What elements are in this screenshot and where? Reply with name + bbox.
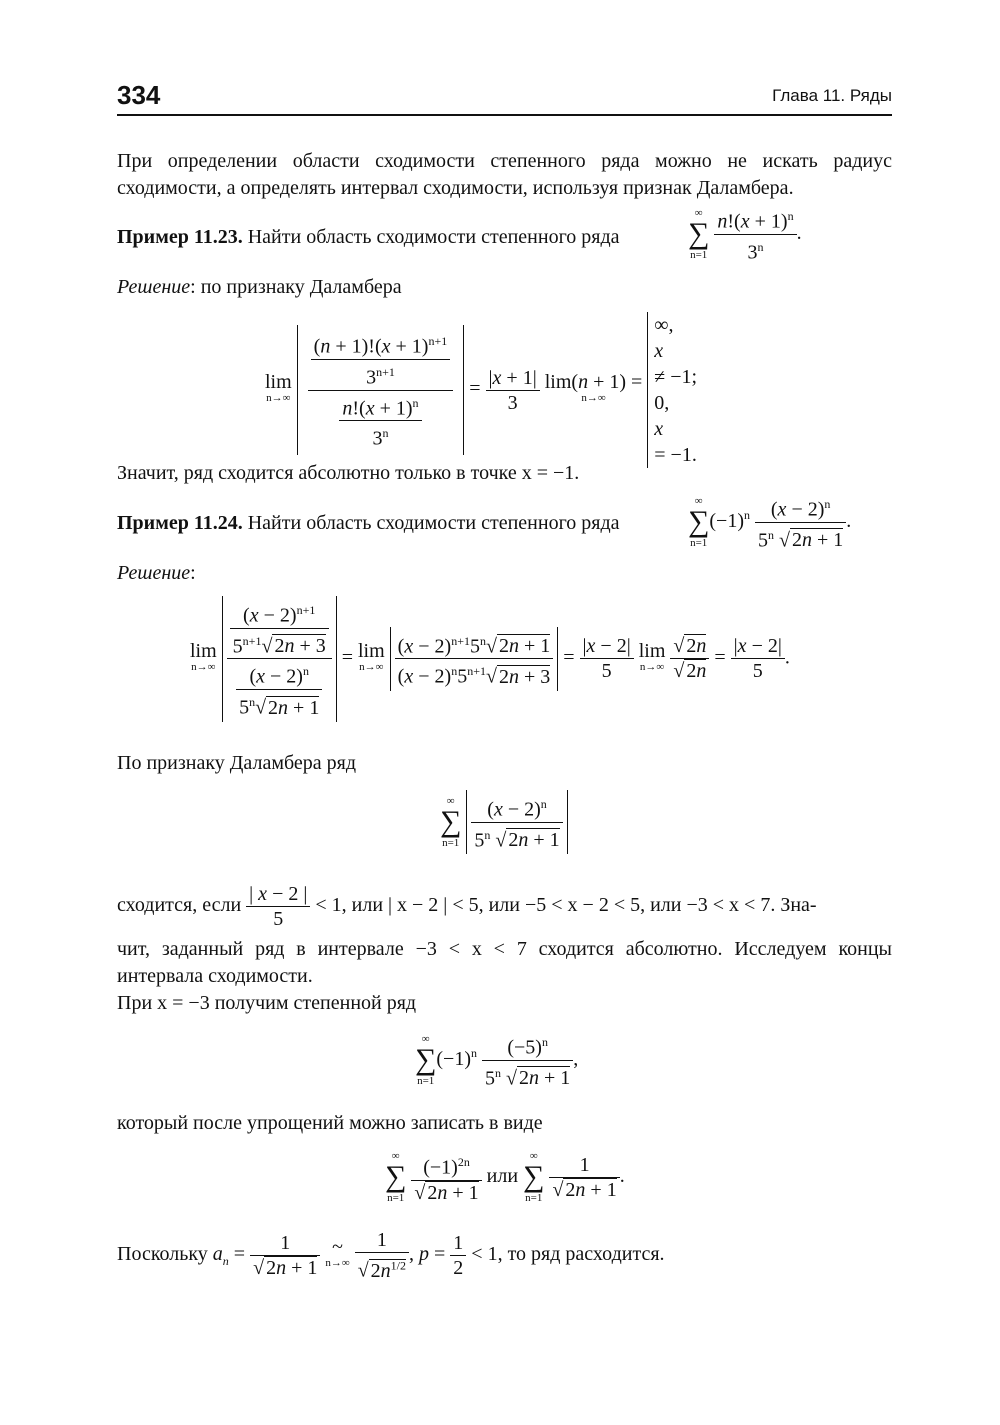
conclusion-23: Значит, ряд сходится абсолютно только в точке x = −1. (117, 462, 580, 484)
example-11-23 (117, 224, 620, 251)
solution-label: Решение (117, 562, 191, 584)
series-formula-23: ∞ ∑ n=1 $\frac{n!(x + 1)^n}{3^n}$ . (688, 204, 802, 264)
solution-label: Решение (117, 276, 191, 298)
page-number: 334 (117, 80, 161, 110)
series-formula-24: ∞ ∑ n=1 $(-1)^n$ $\frac{(x - 2)^n}{5^n √ 2n + 1}$ . (688, 492, 851, 552)
series-at-minus-3: ∞ ∑ n=1 $(-1)^n$ $\frac{(-5)^n}{5^n √ 2n + 1}$ , (415, 1030, 578, 1090)
intro-paragraph: При определении области сходимости степенного ряда можно не искать радиус сходимости, а определять интервал сходимости, используя признак Даламбера. (117, 150, 892, 199)
example-text: Найти область сходимости степенного ряда (247, 226, 620, 248)
example-label: Пример 11.24. (117, 512, 243, 534)
dalamber-line: По признаку Даламбера ряд (117, 752, 357, 774)
simplified-line: который после упрощений можно записать в виде (117, 1112, 543, 1134)
example-text: Найти область сходимости степенного ряда (247, 512, 620, 534)
header-rule (117, 114, 892, 116)
example-label: Пример 11.23. (117, 226, 243, 248)
limit-formula-24: lim n→∞ $\frac{\frac{(x - 2)^{n+1}}{5^{n+1}√ 2n + 3}}{\frac{(x - 2)^n}{5^n√ 2n + 1}}$ = lim n→∞ $\frac{(x - 2)^{n+1}5^n√ 2n + 1}{(x - 2)^n5^{n+1}√ 2n + 3}$ = $\frac{|x - 2|}{5}$ lim n→∞ $\frac{√ 2n}{√ 2n}$ = $\frac{|x - 2|}{5}$ . (190, 596, 790, 722)
since-line: Поскольку $a_n$ = $\frac{1}{√ 2n + 1}$ ~ n→∞ $\frac{1}{√ 2n^{1/2}}$ , p = $\frac{1}{2}$ < 1, то ряд расходится. (117, 1229, 665, 1282)
limit-formula-23: lim n→∞ $\frac{\frac{(n + 1)!(x + 1)^{n+1}}{3^{n+1}}}{\frac{n!(x + 1)^n}{3^n}}$ = $\frac{|x + 1|}{3}$ lim(n + 1) = n→∞ ∞, x ≠ −1; 0, x = −1. (265, 314, 698, 466)
example-11-24 (117, 510, 620, 537)
solution-24: Решение: (117, 562, 196, 584)
solution-23: Решение: по признаку Даламбера (117, 276, 402, 298)
conclusion-24: чит, заданный ряд в интервале −3 < x < 7 сходится абсолютно. Исследуем концы интервала сходимости. (117, 938, 892, 987)
simplified-series: ∞ ∑ n=1 $\frac{(-1)^{2n}}{√ 2n + 1}$ или ∞ ∑ n=1 $\frac{1}{√ 2n + 1}$ . (385, 1150, 625, 1205)
chapter-title: Глава 11. Ряды (772, 86, 892, 105)
converges-line: сходится, если $\frac{| x - 2 |}{5}$ < 1, или | x − 2 | < 5, или −5 < x − 2 < 5, или −3 < x < 7. Зна- (117, 883, 817, 930)
abs-series-formula: ∞ ∑ n=1 $\frac{(x - 2)^n}{5^n √ 2n + 1}$ (440, 790, 568, 854)
at-minus-3-line: При x = −3 получим степенной ряд (117, 992, 417, 1014)
